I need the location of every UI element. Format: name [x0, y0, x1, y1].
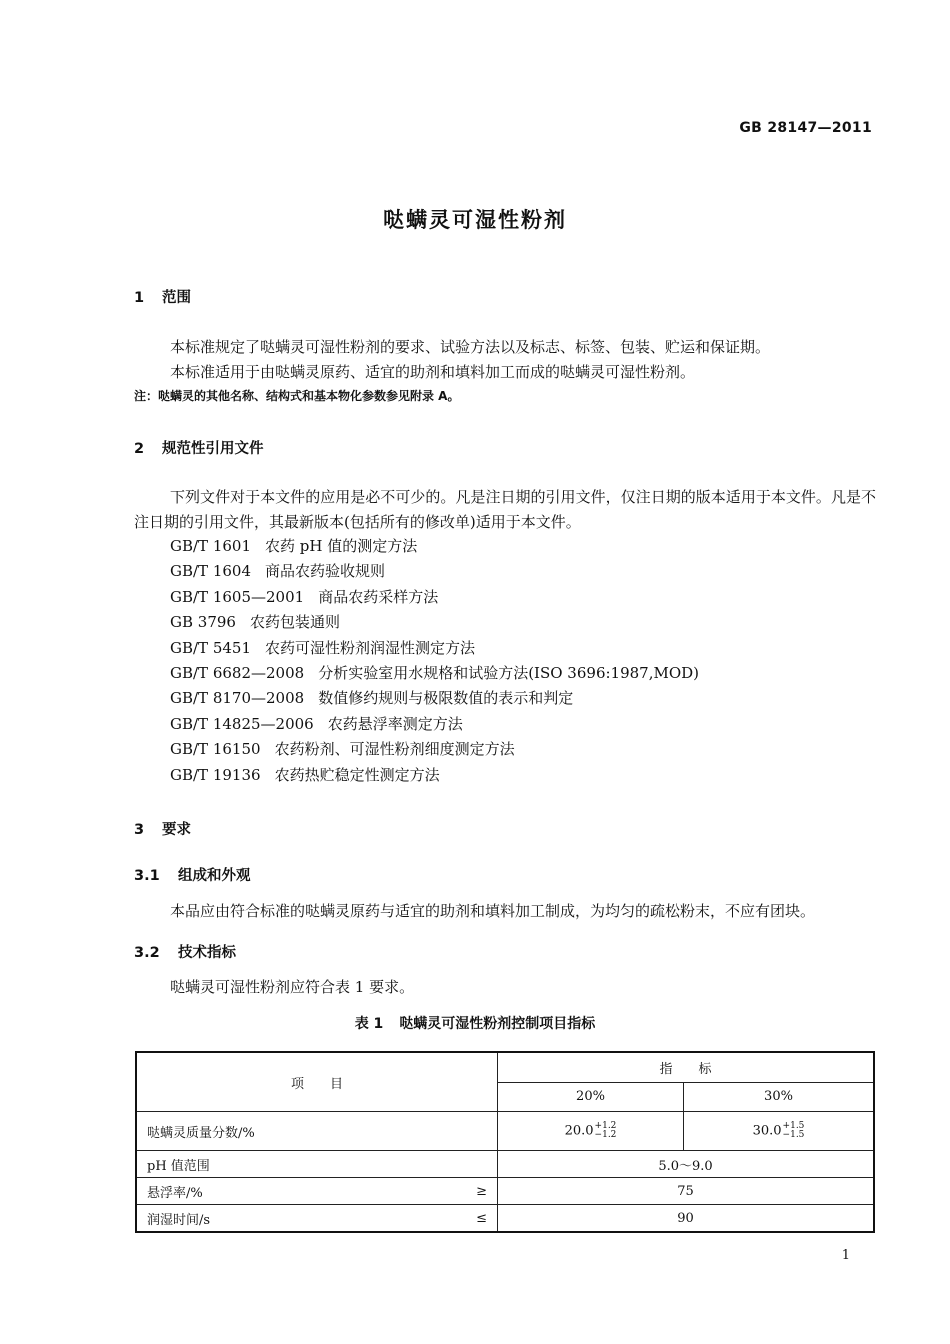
- section-title: 组成和外观: [178, 868, 251, 884]
- section-number: 3: [134, 822, 145, 838]
- table-cell-item: 润湿时间/s ≤: [136, 1205, 498, 1233]
- table-cell-item: 悬浮率/% ≥: [136, 1178, 498, 1205]
- document-title: 哒螨灵可湿性粉剂: [383, 208, 567, 232]
- paragraph: 本品应由符合标准的哒螨灵原药与适宜的助剂和填料加工制成，为均匀的疏松粉末，不应有团块。: [170, 902, 816, 920]
- table-row: [136, 1112, 874, 1151]
- section-title: 规范性引用文件: [162, 441, 264, 457]
- section-title: 要求: [162, 822, 191, 838]
- list-item: GB/T 1604 商品农药验收规则: [170, 562, 386, 581]
- reference-list: [170, 534, 699, 788]
- section-title: 技术指标: [178, 945, 236, 961]
- list-item: GB/T 14825—2006 农药悬浮率测定方法: [170, 714, 463, 733]
- paragraph: 本标准规定了哒螨灵可湿性粉剂的要求、试验方法以及标志、标签、包装、贮运和保证期。: [170, 338, 771, 356]
- section-number: 1: [134, 290, 145, 306]
- paragraph: 本标准适用于由哒螨灵原药、适宜的助剂和填料加工而成的哒螨灵可湿性粉剂。: [170, 363, 696, 381]
- comparison-symbol: ≤: [476, 1210, 487, 1226]
- table-cell-value: 90: [498, 1205, 875, 1233]
- spec-table: [135, 1051, 875, 1233]
- list-item: GB/T 1605—2001 商品农药采样方法: [170, 587, 439, 606]
- section-number: 3.1: [134, 868, 160, 884]
- paragraph: 哒螨灵可湿性粉剂应符合表 1 要求。: [170, 978, 415, 996]
- table-cell-value: 75: [498, 1178, 875, 1205]
- standard-code: GB 28147—2011: [739, 120, 872, 136]
- table-row: [136, 1151, 874, 1178]
- section-title: 范围: [162, 290, 191, 306]
- subsection-3-2-heading: [134, 941, 236, 962]
- table-row: [136, 1178, 874, 1205]
- list-item: GB/T 8170—2008 数值修约规则与极限数值的表示和判定: [170, 689, 574, 708]
- table-header-index: 指 标: [498, 1052, 875, 1082]
- table-cell-item: pH 值范围: [136, 1151, 498, 1178]
- comparison-symbol: ≥: [476, 1183, 487, 1199]
- table-subheader: 30%: [684, 1082, 875, 1111]
- table-row: [136, 1205, 874, 1233]
- table-header-item: 项 目: [136, 1052, 498, 1112]
- table-cell-item: 哒螨灵质量分数/%: [136, 1112, 498, 1151]
- section-3-heading: [134, 818, 191, 839]
- table-label: 表 1: [354, 1016, 384, 1032]
- list-item: GB/T 6682—2008 分析实验室用水规格和试验方法(ISO 3696:1987,MOD): [170, 664, 700, 683]
- table-cell-value: 30.0 +1.5 −1.5: [684, 1112, 875, 1151]
- page-number: 1: [841, 1248, 850, 1263]
- list-item: GB/T 5451 农药可湿性粉剂润湿性测定方法: [170, 638, 476, 657]
- list-item: GB/T 19136 农药热贮稳定性测定方法: [170, 765, 440, 784]
- list-item: GB/T 1601 农药 pH 值的测定方法: [170, 537, 418, 555]
- table-subheader: 20%: [498, 1082, 684, 1111]
- list-item: GB 3796 农药包装通则: [170, 613, 340, 632]
- subsection-3-1-heading: [134, 864, 251, 885]
- section-number: 3.2: [134, 945, 160, 961]
- table-cell-value: 20.0 +1.2 −1.2: [498, 1112, 684, 1151]
- note: 注：哒螨灵的其他名称、结构式和基本物化参数参见附录 A。: [134, 389, 460, 403]
- table-caption: [0, 1013, 950, 1033]
- section-2-heading: [134, 437, 264, 458]
- section-number: 2: [134, 441, 145, 457]
- list-item: GB/T 16150 农药粉剂、可湿性粉剂细度测定方法: [170, 740, 515, 759]
- paragraph: 下列文件对于本文件的应用是必不可少的。凡是注日期的引用文件，仅注日期的版本适用于本文件。凡是不注日期的引用文件，其最新版本(包括所有的修改单)适用于本文件。: [134, 488, 876, 531]
- section-1-heading: [134, 286, 191, 307]
- table-title: 哒螨灵可湿性粉剂控制项目指标: [399, 1016, 596, 1032]
- table-cell-value: 5.0～9.0: [498, 1151, 875, 1178]
